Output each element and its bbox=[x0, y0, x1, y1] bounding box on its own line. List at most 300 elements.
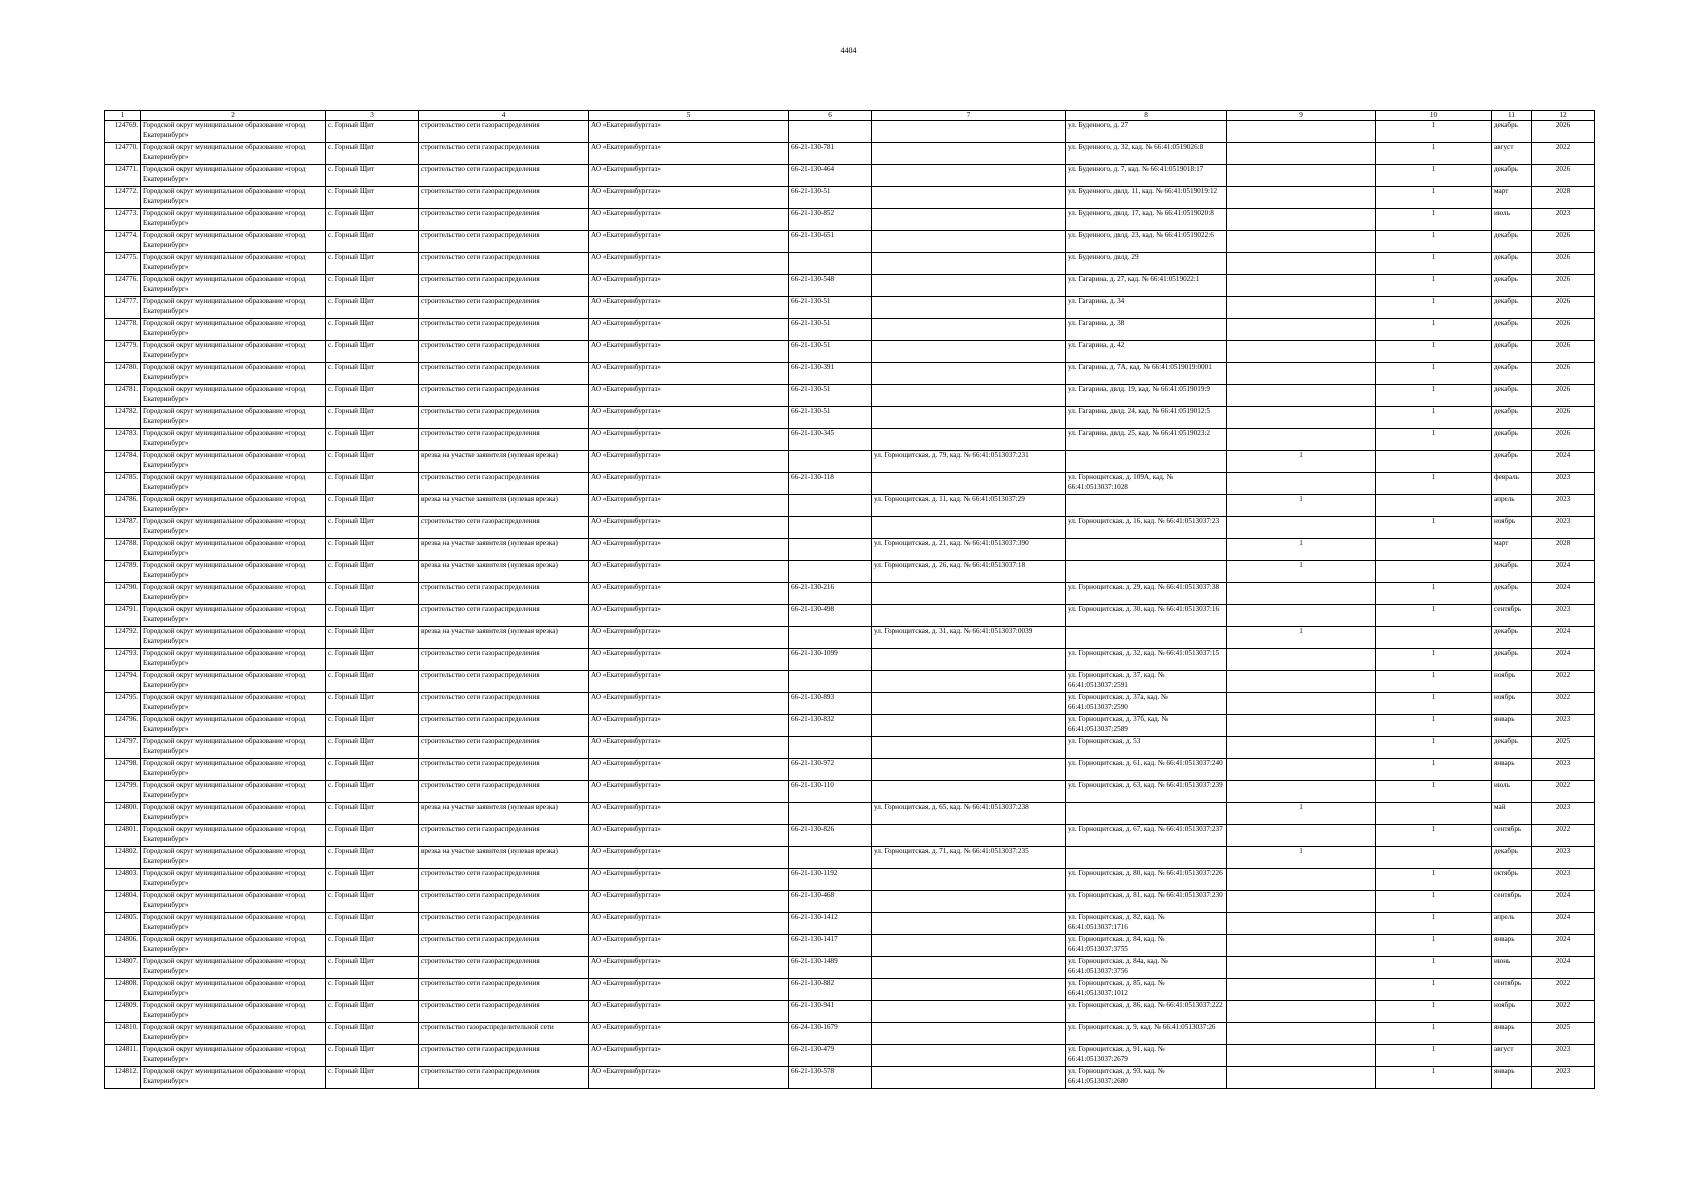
cell-work-type: строительство сети газораспределения bbox=[419, 1001, 589, 1023]
cell-municipality: Городской округ муниципальное образование «город Екатеринбург» bbox=[141, 451, 326, 473]
cell-month: декабрь bbox=[1492, 561, 1532, 583]
cell-year: 2024 bbox=[1532, 649, 1595, 671]
cell-object-address: ул. Буденного, д. 7, кад. № 66:41:0519018:17 bbox=[1066, 165, 1227, 187]
cell-work-type: врезка на участке заявителя (нулевая врезка) bbox=[419, 539, 589, 561]
table-row bbox=[105, 495, 1595, 517]
cell-month: январь bbox=[1492, 935, 1532, 957]
cell-settlement: с. Горный Щит bbox=[326, 627, 419, 649]
cell-count-a bbox=[1227, 649, 1376, 671]
cell-work-type: строительство сети газораспределения bbox=[419, 715, 589, 737]
table-row bbox=[105, 781, 1595, 803]
table-row bbox=[105, 869, 1595, 891]
table-row bbox=[105, 1067, 1595, 1089]
cell-permit-number: 66-21-130-1192 bbox=[789, 869, 872, 891]
cell-settlement: с. Горный Щит bbox=[326, 1023, 419, 1045]
cell-row-number: 124786. bbox=[105, 495, 141, 517]
cell-row-number: 124803. bbox=[105, 869, 141, 891]
cell-row-number: 124781. bbox=[105, 385, 141, 407]
cell-year: 2026 bbox=[1532, 385, 1595, 407]
cell-settlement: с. Горный Щит bbox=[326, 803, 419, 825]
cell-count-b: 1 bbox=[1376, 1045, 1492, 1067]
cell-count-a: 1 bbox=[1227, 847, 1376, 869]
cell-work-type: строительство сети газораспределения bbox=[419, 869, 589, 891]
cell-settlement: с. Горный Щит bbox=[326, 935, 419, 957]
cell-work-type: врезка на участке заявителя (нулевая врезка) bbox=[419, 627, 589, 649]
cell-count-a: 1 bbox=[1227, 451, 1376, 473]
cell-municipality: Городской округ муниципальное образование «город Екатеринбург» bbox=[141, 649, 326, 671]
cell-work-type: строительство сети газораспределения bbox=[419, 407, 589, 429]
cell-permit-number: 66-21-130-578 bbox=[789, 1067, 872, 1089]
cell-work-type: строительство сети газораспределения bbox=[419, 957, 589, 979]
cell-count-a bbox=[1227, 143, 1376, 165]
cell-municipality: Городской округ муниципальное образование «город Екатеринбург» bbox=[141, 231, 326, 253]
cell-connection-address bbox=[872, 231, 1066, 253]
cell-year: 2024 bbox=[1532, 561, 1595, 583]
column-header-11: 11 bbox=[1492, 111, 1532, 121]
cell-row-number: 124783. bbox=[105, 429, 141, 451]
cell-row-number: 124807. bbox=[105, 957, 141, 979]
cell-municipality: Городской округ муниципальное образование «город Екатеринбург» bbox=[141, 957, 326, 979]
cell-count-a bbox=[1227, 341, 1376, 363]
cell-object-address: ул. Горнощитская, д. 67, кад. № 66:41:0513037:237 bbox=[1066, 825, 1227, 847]
cell-connection-address bbox=[872, 715, 1066, 737]
cell-month: март bbox=[1492, 539, 1532, 561]
cell-year: 2024 bbox=[1532, 935, 1595, 957]
table-row bbox=[105, 957, 1595, 979]
cell-object-address: ул. Горнощитская, д. 81, кад. № 66:41:0513037:230 bbox=[1066, 891, 1227, 913]
cell-object-address: ул. Гагарина, д. 27, кад. № 66:41:0519022:1 bbox=[1066, 275, 1227, 297]
cell-year: 2026 bbox=[1532, 231, 1595, 253]
table-row bbox=[105, 341, 1595, 363]
cell-object-address: ул. Буденного, двлд. 17, кад. № 66:41:0519020:8 bbox=[1066, 209, 1227, 231]
cell-month: сентябрь bbox=[1492, 979, 1532, 1001]
cell-count-a bbox=[1227, 275, 1376, 297]
cell-count-a bbox=[1227, 825, 1376, 847]
cell-row-number: 124811. bbox=[105, 1045, 141, 1067]
cell-work-type: строительство сети газораспределения bbox=[419, 275, 589, 297]
cell-municipality: Городской округ муниципальное образование «город Екатеринбург» bbox=[141, 561, 326, 583]
cell-connection-address bbox=[872, 517, 1066, 539]
cell-permit-number bbox=[789, 495, 872, 517]
cell-count-a bbox=[1227, 605, 1376, 627]
cell-row-number: 124804. bbox=[105, 891, 141, 913]
cell-connection-address: ул. Горнощитская, д. 31, кад. № 66:41:0513037:0039 bbox=[872, 627, 1066, 649]
cell-count-b: 1 bbox=[1376, 143, 1492, 165]
cell-work-type: строительство сети газораспределения bbox=[419, 935, 589, 957]
cell-municipality: Городской округ муниципальное образование «город Екатеринбург» bbox=[141, 759, 326, 781]
cell-row-number: 124802. bbox=[105, 847, 141, 869]
cell-organization: АО «Екатеринбурггаз» bbox=[589, 1045, 789, 1067]
cell-connection-address: ул. Горнощитская, д. 71, кад. № 66:41:0513037:235 bbox=[872, 847, 1066, 869]
cell-work-type: строительство сети газораспределения bbox=[419, 671, 589, 693]
cell-year: 2022 bbox=[1532, 979, 1595, 1001]
cell-year: 2026 bbox=[1532, 297, 1595, 319]
cell-month: декабрь bbox=[1492, 451, 1532, 473]
cell-connection-address bbox=[872, 165, 1066, 187]
cell-permit-number: 66-21-130-941 bbox=[789, 1001, 872, 1023]
cell-count-b: 1 bbox=[1376, 429, 1492, 451]
cell-permit-number bbox=[789, 803, 872, 825]
table-row bbox=[105, 297, 1595, 319]
cell-settlement: с. Горный Щит bbox=[326, 209, 419, 231]
cell-municipality: Городской округ муниципальное образование «город Екатеринбург» bbox=[141, 1001, 326, 1023]
table-row bbox=[105, 1001, 1595, 1023]
cell-organization: АО «Екатеринбурггаз» bbox=[589, 341, 789, 363]
column-header-7: 7 bbox=[872, 111, 1066, 121]
cell-count-b bbox=[1376, 539, 1492, 561]
cell-object-address: ул. Горнощитская, д. 16, кад. № 66:41:0513037:23 bbox=[1066, 517, 1227, 539]
cell-month: июль bbox=[1492, 781, 1532, 803]
cell-object-address bbox=[1066, 451, 1227, 473]
cell-count-b bbox=[1376, 561, 1492, 583]
cell-connection-address: ул. Горнощитская, д. 11, кад. № 66:41:0513037:29 bbox=[872, 495, 1066, 517]
cell-municipality: Городской округ муниципальное образование «город Екатеринбург» bbox=[141, 979, 326, 1001]
cell-object-address: ул. Горнощитская, д. 37б, кад. № 66:41:0513037:2589 bbox=[1066, 715, 1227, 737]
cell-work-type: строительство сети газораспределения bbox=[419, 341, 589, 363]
cell-object-address: ул. Горнощитская, д. 86, кад. № 66:41:0513037:222 bbox=[1066, 1001, 1227, 1023]
cell-organization: АО «Екатеринбурггаз» bbox=[589, 979, 789, 1001]
cell-year: 2023 bbox=[1532, 715, 1595, 737]
cell-year: 2024 bbox=[1532, 913, 1595, 935]
table-row bbox=[105, 143, 1595, 165]
cell-permit-number: 66-21-130-832 bbox=[789, 715, 872, 737]
cell-count-a: 1 bbox=[1227, 627, 1376, 649]
cell-year: 2022 bbox=[1532, 143, 1595, 165]
cell-count-b: 1 bbox=[1376, 605, 1492, 627]
cell-year: 2026 bbox=[1532, 341, 1595, 363]
cell-organization: АО «Екатеринбурггаз» bbox=[589, 121, 789, 143]
cell-count-b: 1 bbox=[1376, 1023, 1492, 1045]
cell-count-b: 1 bbox=[1376, 253, 1492, 275]
table-row bbox=[105, 803, 1595, 825]
cell-row-number: 124812. bbox=[105, 1067, 141, 1089]
cell-year: 2023 bbox=[1532, 209, 1595, 231]
table-body bbox=[105, 121, 1595, 1089]
cell-permit-number bbox=[789, 121, 872, 143]
cell-organization: АО «Екатеринбурггаз» bbox=[589, 605, 789, 627]
cell-object-address bbox=[1066, 627, 1227, 649]
column-header-6: 6 bbox=[789, 111, 872, 121]
cell-municipality: Городской округ муниципальное образование «город Екатеринбург» bbox=[141, 583, 326, 605]
table-row bbox=[105, 363, 1595, 385]
cell-settlement: с. Горный Щит bbox=[326, 429, 419, 451]
cell-work-type: строительство сети газораспределения bbox=[419, 231, 589, 253]
cell-connection-address bbox=[872, 121, 1066, 143]
table-row bbox=[105, 319, 1595, 341]
cell-count-a bbox=[1227, 517, 1376, 539]
cell-year: 2023 bbox=[1532, 1067, 1595, 1089]
cell-settlement: с. Горный Щит bbox=[326, 319, 419, 341]
cell-count-a bbox=[1227, 121, 1376, 143]
cell-count-a: 1 bbox=[1227, 539, 1376, 561]
table-row bbox=[105, 935, 1595, 957]
cell-permit-number: 66-21-130-498 bbox=[789, 605, 872, 627]
cell-month: декабрь bbox=[1492, 847, 1532, 869]
column-header-1: 1 bbox=[105, 111, 141, 121]
cell-organization: АО «Екатеринбурггаз» bbox=[589, 253, 789, 275]
register-table bbox=[104, 110, 1595, 1089]
cell-settlement: с. Горный Щит bbox=[326, 385, 419, 407]
cell-month: декабрь bbox=[1492, 297, 1532, 319]
cell-object-address: ул. Горнощитская, д. 32, кад. № 66:41:0513037:15 bbox=[1066, 649, 1227, 671]
column-header-4: 4 bbox=[419, 111, 589, 121]
cell-settlement: с. Горный Щит bbox=[326, 891, 419, 913]
cell-organization: АО «Екатеринбурггаз» bbox=[589, 847, 789, 869]
cell-settlement: с. Горный Щит bbox=[326, 781, 419, 803]
cell-month: декабрь bbox=[1492, 429, 1532, 451]
cell-row-number: 124776. bbox=[105, 275, 141, 297]
cell-work-type: строительство сети газораспределения bbox=[419, 165, 589, 187]
cell-municipality: Городской округ муниципальное образование «город Екатеринбург» bbox=[141, 891, 326, 913]
cell-permit-number bbox=[789, 451, 872, 473]
cell-permit-number: 66-21-130-51 bbox=[789, 407, 872, 429]
cell-count-b: 1 bbox=[1376, 825, 1492, 847]
cell-year: 2022 bbox=[1532, 781, 1595, 803]
cell-work-type: строительство сети газораспределения bbox=[419, 473, 589, 495]
cell-month: ноябрь bbox=[1492, 517, 1532, 539]
cell-connection-address bbox=[872, 913, 1066, 935]
cell-month: август bbox=[1492, 143, 1532, 165]
cell-month: ноябрь bbox=[1492, 693, 1532, 715]
column-header-12: 12 bbox=[1532, 111, 1595, 121]
table-row bbox=[105, 1045, 1595, 1067]
cell-month: декабрь bbox=[1492, 649, 1532, 671]
cell-connection-address bbox=[872, 759, 1066, 781]
cell-row-number: 124797. bbox=[105, 737, 141, 759]
cell-permit-number: 66-21-130-391 bbox=[789, 363, 872, 385]
cell-connection-address bbox=[872, 671, 1066, 693]
cell-municipality: Городской округ муниципальное образование «город Екатеринбург» bbox=[141, 1067, 326, 1089]
cell-count-b: 1 bbox=[1376, 209, 1492, 231]
table-row bbox=[105, 847, 1595, 869]
cell-row-number: 124774. bbox=[105, 231, 141, 253]
cell-month: июнь bbox=[1492, 957, 1532, 979]
cell-object-address bbox=[1066, 539, 1227, 561]
cell-year: 2024 bbox=[1532, 583, 1595, 605]
cell-count-a: 1 bbox=[1227, 561, 1376, 583]
cell-count-a bbox=[1227, 759, 1376, 781]
column-header-9: 9 bbox=[1227, 111, 1376, 121]
cell-permit-number: 66-21-130-1417 bbox=[789, 935, 872, 957]
page-number: 4404 bbox=[840, 46, 857, 55]
cell-count-b: 1 bbox=[1376, 165, 1492, 187]
cell-municipality: Городской округ муниципальное образование «город Екатеринбург» bbox=[141, 1045, 326, 1067]
cell-connection-address bbox=[872, 407, 1066, 429]
cell-row-number: 124793. bbox=[105, 649, 141, 671]
cell-object-address: ул. Горнощитская, д. 61, кад. № 66:41:0513037:240 bbox=[1066, 759, 1227, 781]
table-row bbox=[105, 275, 1595, 297]
cell-count-b: 1 bbox=[1376, 671, 1492, 693]
cell-settlement: с. Горный Щит bbox=[326, 847, 419, 869]
cell-count-b: 1 bbox=[1376, 363, 1492, 385]
cell-count-b: 1 bbox=[1376, 583, 1492, 605]
cell-year: 2023 bbox=[1532, 1045, 1595, 1067]
cell-connection-address bbox=[872, 891, 1066, 913]
cell-settlement: с. Горный Щит bbox=[326, 561, 419, 583]
cell-count-a bbox=[1227, 385, 1376, 407]
cell-count-b bbox=[1376, 847, 1492, 869]
table-row bbox=[105, 473, 1595, 495]
cell-year: 2023 bbox=[1532, 803, 1595, 825]
cell-row-number: 124779. bbox=[105, 341, 141, 363]
cell-permit-number: 66-21-130-51 bbox=[789, 341, 872, 363]
cell-settlement: с. Горный Щит bbox=[326, 737, 419, 759]
cell-year: 2022 bbox=[1532, 825, 1595, 847]
cell-municipality: Городской округ муниципальное образование «город Екатеринбург» bbox=[141, 1023, 326, 1045]
table-row bbox=[105, 737, 1595, 759]
cell-connection-address bbox=[872, 825, 1066, 847]
cell-municipality: Городской округ муниципальное образование «город Екатеринбург» bbox=[141, 121, 326, 143]
table-row bbox=[105, 627, 1595, 649]
cell-work-type: строительство сети газораспределения bbox=[419, 143, 589, 165]
cell-permit-number: 66-21-130-118 bbox=[789, 473, 872, 495]
cell-row-number: 124780. bbox=[105, 363, 141, 385]
cell-settlement: с. Горный Щит bbox=[326, 407, 419, 429]
cell-permit-number: 66-21-130-1412 bbox=[789, 913, 872, 935]
cell-month: декабрь bbox=[1492, 165, 1532, 187]
cell-month: август bbox=[1492, 1045, 1532, 1067]
cell-connection-address bbox=[872, 583, 1066, 605]
cell-permit-number bbox=[789, 253, 872, 275]
cell-month: декабрь bbox=[1492, 737, 1532, 759]
cell-municipality: Городской округ муниципальное образование «город Екатеринбург» bbox=[141, 165, 326, 187]
table-row bbox=[105, 715, 1595, 737]
cell-year: 2028 bbox=[1532, 187, 1595, 209]
cell-municipality: Городской округ муниципальное образование «город Екатеринбург» bbox=[141, 693, 326, 715]
table-row bbox=[105, 649, 1595, 671]
cell-connection-address bbox=[872, 935, 1066, 957]
cell-count-a bbox=[1227, 869, 1376, 891]
cell-permit-number: 66-21-130-468 bbox=[789, 891, 872, 913]
cell-object-address: ул. Горнощитская, д. 37а, кад. № 66:41:0513037:2590 bbox=[1066, 693, 1227, 715]
cell-connection-address bbox=[872, 275, 1066, 297]
cell-municipality: Городской округ муниципальное образование «город Екатеринбург» bbox=[141, 341, 326, 363]
table-row bbox=[105, 451, 1595, 473]
cell-month: апрель bbox=[1492, 913, 1532, 935]
cell-municipality: Городской округ муниципальное образование «город Екатеринбург» bbox=[141, 825, 326, 847]
cell-row-number: 124799. bbox=[105, 781, 141, 803]
table-row bbox=[105, 165, 1595, 187]
cell-object-address: ул. Горнощитская, д. 30, кад. № 66:41:0513037:16 bbox=[1066, 605, 1227, 627]
cell-object-address: ул. Горнощитская, д. 84, кад. № 66:41:0513037:3755 bbox=[1066, 935, 1227, 957]
cell-work-type: строительство сети газораспределения bbox=[419, 517, 589, 539]
cell-count-b: 1 bbox=[1376, 649, 1492, 671]
cell-object-address: ул. Буденного, д. 32, кад. № 66:41:0519026:8 bbox=[1066, 143, 1227, 165]
cell-work-type: строительство сети газораспределения bbox=[419, 913, 589, 935]
cell-year: 2026 bbox=[1532, 165, 1595, 187]
table-row bbox=[105, 759, 1595, 781]
column-header-2: 2 bbox=[141, 111, 326, 121]
cell-organization: АО «Екатеринбурггаз» bbox=[589, 891, 789, 913]
cell-connection-address: ул. Горнощитская, д. 26, кад. № 66:41:0513037:18 bbox=[872, 561, 1066, 583]
cell-count-a bbox=[1227, 583, 1376, 605]
cell-connection-address bbox=[872, 737, 1066, 759]
cell-permit-number: 66-21-130-651 bbox=[789, 231, 872, 253]
table-row bbox=[105, 583, 1595, 605]
cell-object-address: ул. Буденного, двлд. 23, кад. № 66:41:0519022:6 bbox=[1066, 231, 1227, 253]
cell-object-address: ул. Горнощитская, д. 9, кад. № 66:41:0513037:26 bbox=[1066, 1023, 1227, 1045]
cell-count-b: 1 bbox=[1376, 319, 1492, 341]
cell-connection-address bbox=[872, 253, 1066, 275]
cell-month: декабрь bbox=[1492, 627, 1532, 649]
cell-settlement: с. Горный Щит bbox=[326, 957, 419, 979]
cell-connection-address bbox=[872, 385, 1066, 407]
cell-permit-number: 66-21-130-110 bbox=[789, 781, 872, 803]
cell-year: 2026 bbox=[1532, 121, 1595, 143]
cell-count-a bbox=[1227, 715, 1376, 737]
cell-object-address: ул. Гагарина, двлд. 25, кад. № 66:41:0519023:2 bbox=[1066, 429, 1227, 451]
cell-count-b: 1 bbox=[1376, 385, 1492, 407]
cell-organization: АО «Екатеринбурггаз» bbox=[589, 187, 789, 209]
cell-row-number: 124808. bbox=[105, 979, 141, 1001]
cell-connection-address bbox=[872, 693, 1066, 715]
cell-row-number: 124772. bbox=[105, 187, 141, 209]
cell-count-b: 1 bbox=[1376, 1067, 1492, 1089]
cell-count-a bbox=[1227, 737, 1376, 759]
cell-work-type: строительство сети газораспределения bbox=[419, 737, 589, 759]
cell-municipality: Городской округ муниципальное образование «город Екатеринбург» bbox=[141, 781, 326, 803]
cell-row-number: 124775. bbox=[105, 253, 141, 275]
cell-organization: АО «Екатеринбурггаз» bbox=[589, 737, 789, 759]
cell-object-address: ул. Горнощитская, д. 37, кад. № 66:41:0513037:2591 bbox=[1066, 671, 1227, 693]
cell-row-number: 124784. bbox=[105, 451, 141, 473]
table-row bbox=[105, 605, 1595, 627]
cell-connection-address bbox=[872, 605, 1066, 627]
cell-work-type: строительство газораспределительной сети bbox=[419, 1023, 589, 1045]
cell-settlement: с. Горный Щит bbox=[326, 649, 419, 671]
cell-connection-address bbox=[872, 1067, 1066, 1089]
cell-permit-number bbox=[789, 627, 872, 649]
cell-row-number: 124795. bbox=[105, 693, 141, 715]
cell-settlement: с. Горный Щит bbox=[326, 539, 419, 561]
cell-object-address: ул. Горнощитская, д. 84а, кад. № 66:41:0513037:3756 bbox=[1066, 957, 1227, 979]
cell-settlement: с. Горный Щит bbox=[326, 121, 419, 143]
cell-settlement: с. Горный Щит bbox=[326, 517, 419, 539]
cell-organization: АО «Екатеринбурггаз» bbox=[589, 495, 789, 517]
cell-settlement: с. Горный Щит bbox=[326, 715, 419, 737]
cell-month: февраль bbox=[1492, 473, 1532, 495]
cell-month: декабрь bbox=[1492, 121, 1532, 143]
cell-row-number: 124800. bbox=[105, 803, 141, 825]
cell-month: декабрь bbox=[1492, 341, 1532, 363]
cell-settlement: с. Горный Щит bbox=[326, 165, 419, 187]
cell-municipality: Городской округ муниципальное образование «город Екатеринбург» bbox=[141, 209, 326, 231]
cell-count-b: 1 bbox=[1376, 715, 1492, 737]
cell-month: декабрь bbox=[1492, 407, 1532, 429]
cell-month: январь bbox=[1492, 1023, 1532, 1045]
cell-organization: АО «Екатеринбурггаз» bbox=[589, 825, 789, 847]
cell-permit-number bbox=[789, 847, 872, 869]
cell-object-address bbox=[1066, 803, 1227, 825]
cell-work-type: врезка на участке заявителя (нулевая врезка) bbox=[419, 451, 589, 473]
cell-settlement: с. Горный Щит bbox=[326, 759, 419, 781]
cell-count-b: 1 bbox=[1376, 1001, 1492, 1023]
cell-settlement: с. Горный Щит bbox=[326, 253, 419, 275]
cell-year: 2023 bbox=[1532, 517, 1595, 539]
cell-organization: АО «Екатеринбурггаз» bbox=[589, 759, 789, 781]
cell-municipality: Городской округ муниципальное образование «город Екатеринбург» bbox=[141, 737, 326, 759]
cell-permit-number: 66-21-130-826 bbox=[789, 825, 872, 847]
cell-organization: АО «Екатеринбурггаз» bbox=[589, 363, 789, 385]
cell-row-number: 124782. bbox=[105, 407, 141, 429]
cell-work-type: строительство сети газораспределения bbox=[419, 781, 589, 803]
cell-municipality: Городской округ муниципальное образование «город Екатеринбург» bbox=[141, 319, 326, 341]
cell-row-number: 124789. bbox=[105, 561, 141, 583]
cell-permit-number: 66-21-130-216 bbox=[789, 583, 872, 605]
cell-municipality: Городской округ муниципальное образование «город Екатеринбург» bbox=[141, 935, 326, 957]
cell-settlement: с. Горный Щит bbox=[326, 363, 419, 385]
cell-count-b: 1 bbox=[1376, 957, 1492, 979]
